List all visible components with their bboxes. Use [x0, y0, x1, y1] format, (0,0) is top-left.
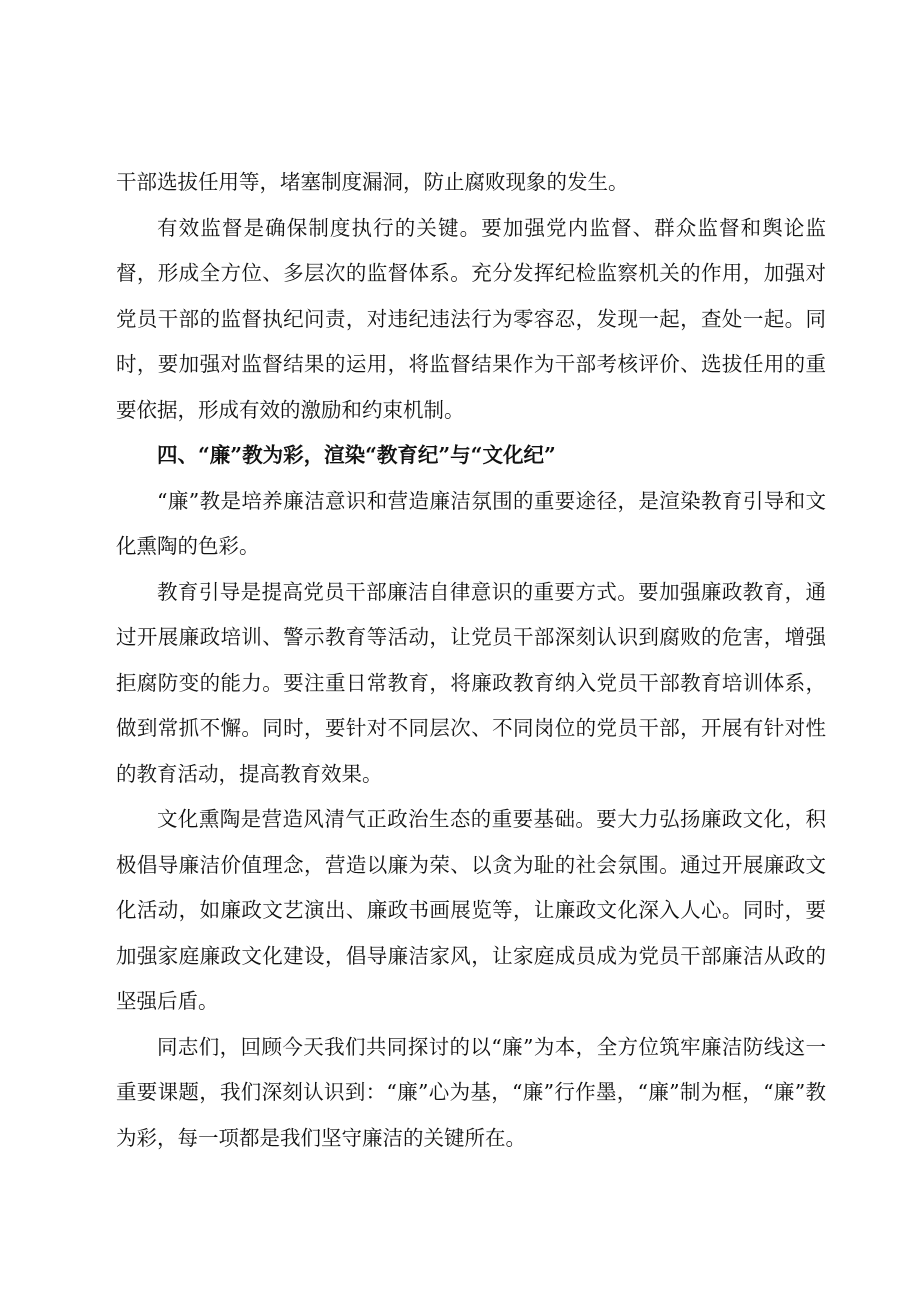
section-heading: 四、“廉”教为彩，渲染“教育纪”与“文化纪”: [157, 443, 556, 467]
paragraph-supervision: 有效监督是确保制度执行的关键。要加强党内监督、群众监督和舆论监督，形成全方位、多层次的监督体系。充分发挥纪检监察机关的作用，加强对党员干部的监督执纪问责，对违纪违法行为零容忍，发现一起，查处一起。同时，要加强对监督结果的运用，将监督结果作为干部考核评价、选拔任用的重要依据，形成有效的激励和约束机制。: [116, 215, 826, 422]
paragraph-culture: 文化熏陶是营造风清气正政治生态的重要基础。要大力弘扬廉政文化，积极倡导廉洁价值理念，营造以廉为荣、以贪为耻的社会氛围。通过开展廉政文化活动，如廉政文艺演出、廉政书画展览等，让廉政文化深入人心。同时，要加强家庭廉政文化建设，倡导廉洁家风，让家庭成员成为党员干部廉洁从政的坚强后盾。: [116, 807, 826, 1013]
paragraph-intro: “廉”教是培养廉洁意识和营造廉洁氛围的重要途径，是渲染教育引导和文化熏陶的色彩。: [116, 488, 826, 558]
document-body: [116, 160, 826, 1161]
paragraph-education: 教育引导是提高党员干部廉洁自律意识的重要方式。要加强廉政教育，通过开展廉政培训、警示教育等活动，让党员干部深刻认识到腐败的危害，增强拒腐防变的能力。要注重日常教育，将廉政教育纳入党员干部教育培训体系，做到常抓不懈。同时，要针对不同层次、不同岗位的党员干部，开展有针对性的教育活动，提高教育效果。: [116, 579, 826, 786]
paragraph-continuation: 干部选拔任用等，堵塞制度漏洞，防止腐败现象的发生。: [116, 170, 629, 194]
paragraph-conclusion: 同志们，回顾今天我们共同探讨的以“廉”为本，全方位筑牢廉洁防线这一重要课题，我们深刻认识到：“廉”心为基，“廉”行作墨，“廉”制为框，“廉”教为彩，每一项都是我们坚守廉洁的关键所在。: [116, 1034, 826, 1150]
